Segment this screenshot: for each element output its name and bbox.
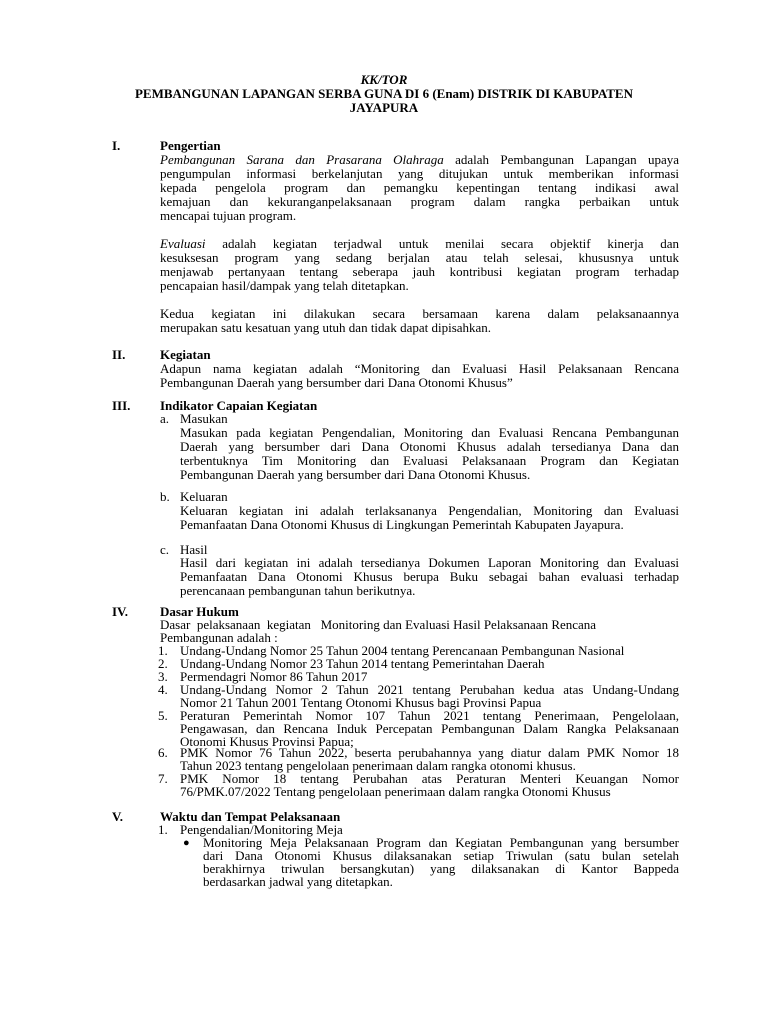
section-4-intro-line: Dasar pelaksanaan kegiatan Monitoring dan Evaluasi Hasil Pelaksanaan Rencana <box>160 617 597 632</box>
law-6-number: 6. <box>158 745 168 760</box>
law-5-number: 5. <box>158 708 168 723</box>
sub-1-label: Pengendalian/Monitoring Meja <box>180 822 343 837</box>
law-5-text-line: Pengawasan, dan Rencana Induk Percepatan Pembangunan Dalam Rangka Pelaksanaan <box>180 721 679 736</box>
bullet-dot-icon: ● <box>183 837 190 849</box>
item-a-text-line: terbentuknya Tim Monitoring dan Evaluasi Pelaksanaan Program dan Kegiatan <box>180 453 679 468</box>
section-1-para-1-line <box>160 153 679 166</box>
item-b-label: Keluaran <box>180 489 228 504</box>
law-1-number: 1. <box>158 643 168 658</box>
law-7-number: 7. <box>158 771 168 786</box>
section-3-heading: Indikator Capaian Kegiatan <box>160 398 318 413</box>
term-evaluasi: Evaluasi <box>160 236 206 251</box>
sub-1-number: 1. <box>158 822 168 837</box>
section-1-para-1-line: kemajuan dan kekuranganpelaksanaan program dalam rangka perbaikan untuk <box>160 194 679 209</box>
law-5-text-line: Peraturan Pemerintah Nomor 107 Tahun 2021 tentang Penerimaan, Pengelolaan, <box>180 708 679 723</box>
section-1-para-2-line <box>160 237 679 250</box>
item-a-text-line: Masukan pada kegiatan Pengendalian, Monitoring dan Evaluasi Rencana Pembangunan <box>180 425 679 440</box>
section-1-para-3-line: merupakan satu kesatuan yang utuh dan tidak dapat dipisahkan. <box>160 320 492 335</box>
item-c-label: Hasil <box>180 542 208 557</box>
law-3-number: 3. <box>158 669 168 684</box>
item-a-text-line: Pembangunan Daerah yang bersumber dari Dana Otonomi Khusus. <box>180 467 531 482</box>
section-1-para-2-text: adalah kegiatan terjadwal untuk menilai secara objektif kinerja dan <box>205 236 679 251</box>
document-title: KK/TOR <box>360 72 408 87</box>
section-4-intro-line: Pembangunan adalah : <box>160 630 278 645</box>
bullet-1-text-line: dari Dana Otonomi Khusus dilaksanakan setiap Triwulan (satu bulan setelah <box>203 848 679 863</box>
section-1-heading: Pengertian <box>160 138 221 153</box>
item-b-text-line: Pemanfaatan Dana Otonomi Khusus di Lingkungan Pemerintah Kabupaten Jayapura. <box>180 517 624 532</box>
law-4-text-line: Undang-Undang Nomor 2 Tahun 2021 tentang Perubahan kedua atas Undang-Undang <box>180 682 679 697</box>
bullet-1-text-line: Monitoring Meja Pelaksanaan Program dan Kegiatan Pembangunan yang bersumber <box>203 835 679 850</box>
section-3-number: III. <box>112 398 131 413</box>
section-1-para-2-line: menjawab pertanyaan tentang seberapa jauh kontribusi kegiatan program terhadap <box>160 264 679 279</box>
section-1-para-1-line: mencapai tujuan program. <box>160 208 297 223</box>
law-7-text-line: PMK Nomor 18 tentang Perubahan atas Peraturan Menteri Keuangan Nomor <box>180 771 679 786</box>
section-4-heading: Dasar Hukum <box>160 604 239 619</box>
item-c-letter: c. <box>160 542 170 557</box>
item-b-letter: b. <box>160 489 170 504</box>
section-2-number: II. <box>112 347 126 362</box>
item-c-text-line: Pemanfaatan Dana Otonomi Khusus berupa Buku sebagai bahan evaluasi terhadap <box>180 569 679 584</box>
bullet-1-text-line: berakhirnya triwulan bersangkutan) yang dilaksanakan di Kantor Bappeda <box>203 861 679 876</box>
law-2-number: 2. <box>158 656 168 671</box>
law-5-text-line: Otonomi Khusus Provinsi Papua; <box>180 734 354 749</box>
section-5-heading: Waktu dan Tempat Pelaksanaan <box>160 809 341 824</box>
item-a-text-line: Daerah yang bersumber dari Dana Otonomi Khusus adalah tersedianya Dana dan <box>180 439 679 454</box>
document-subtitle-line-1: PEMBANGUNAN LAPANGAN SERBA GUNA DI 6 (Enam) DISTRIK DI KABUPATEN <box>134 86 633 101</box>
law-6-text-line: Tahun 2023 tentang pengelolaan penerimaan dalam rangka otonomi khusus. <box>180 758 576 773</box>
item-a-label: Masukan <box>180 411 228 426</box>
item-a-letter: a. <box>160 411 170 426</box>
item-b-text-line: Keluaran kegiatan ini adalah terlaksananya Pengendalian, Monitoring dan Evaluasi <box>180 503 679 518</box>
law-4-text-line: Nomor 21 Tahun 2001 Tentang Otonomi Khusus bagi Provinsi Papua <box>180 695 542 710</box>
section-1-para-1-line: pengumpulan informasi berkelanjutan yang ditujukan untuk memberikan informasi <box>160 166 679 181</box>
term-pembangunan: Pembangunan Sarana dan Prasarana Olahraga <box>160 152 444 167</box>
law-7-text-line: 76/PMK.07/2022 Tentang pengelolaan penerimaan dalam rangka Otonomi Khusus <box>180 784 611 799</box>
item-c-text-line: perencanaan pembangunan tahun berikutnya. <box>180 583 416 598</box>
law-6-text-line: PMK Nomor 76 Tahun 2022, beserta perubahannya yang diatur dalam PMK Nomor 18 <box>180 745 679 760</box>
section-1-para-3-line: Kedua kegiatan ini dilakukan secara bersamaan karena dalam pelaksanaannya <box>160 306 679 321</box>
section-5-number: V. <box>112 809 123 824</box>
section-1-number: I. <box>112 138 121 153</box>
section-1-para-2-line: pencapaian hasil/dampak yang telah ditetapkan. <box>160 278 409 293</box>
bullet-1-text-line: berdasarkan jadwal yang ditetapkan. <box>203 874 393 889</box>
law-3-text: Permendagri Nomor 86 Tahun 2017 <box>180 669 368 684</box>
law-2-text: Undang-Undang Nomor 23 Tahun 2014 tentang Pemerintahan Daerah <box>180 656 545 671</box>
law-4-number: 4. <box>158 682 168 697</box>
section-1-para-2-line: kesuksesan program yang sedang berjalan atau telah selesai, khususnya untuk <box>160 250 679 265</box>
section-1-para-1-line: kepada pengelola program dan pemangku kepentingan tentang indikasi awal <box>160 180 679 195</box>
item-c-text-line: Hasil dari kegiatan ini adalah tersedianya Dokumen Laporan Monitoring dan Evaluasi <box>180 555 679 570</box>
document-subtitle-line-2: JAYAPURA <box>349 100 419 115</box>
section-4-number: IV. <box>112 604 129 619</box>
section-2-heading: Kegiatan <box>160 347 211 362</box>
section-1-para-1-text: adalah Pembangunan Lapangan upaya <box>443 152 679 167</box>
law-1-text: Undang-Undang Nomor 25 Tahun 2004 tentang Perencanaan Pembangunan Nasional <box>180 643 625 658</box>
section-2-text-line: Adapun nama kegiatan adalah “Monitoring dan Evaluasi Hasil Pelaksanaan Rencana <box>160 361 679 376</box>
section-2-text-line: Pembangunan Daerah yang bersumber dari Dana Otonomi Khusus” <box>160 375 513 390</box>
